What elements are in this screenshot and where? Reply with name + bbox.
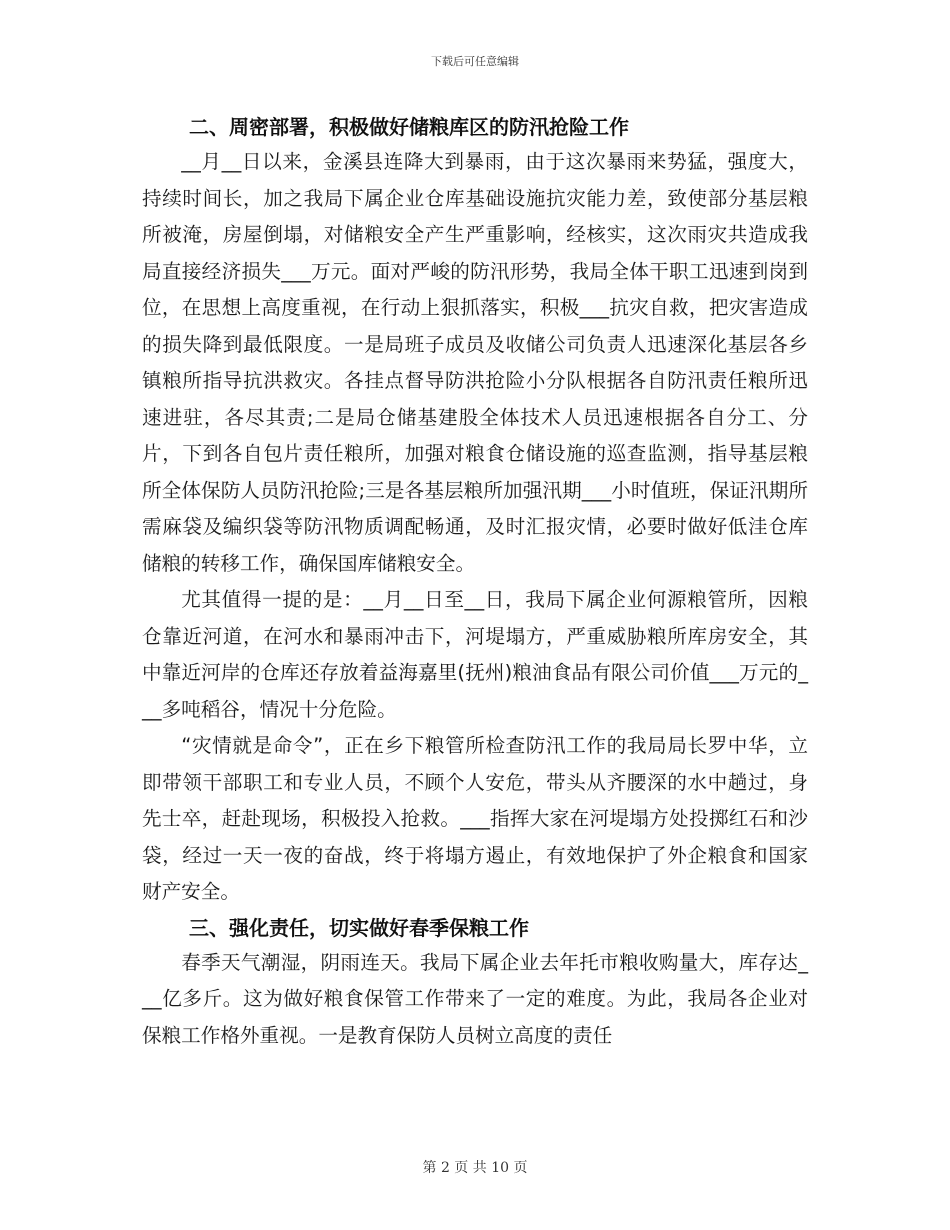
section-heading: 三、强化责任，切实做好春季保粮工作 (189, 915, 529, 940)
page-header: 下载后可任意编辑 (431, 55, 519, 68)
document-body (142, 110, 808, 1054)
paragraph: __月__日以来，金溪县连降大到暴雨，由于这次暴雨来势猛，强度大，持续时间长，加之我局下属企业仓库基础设施抗灾能力差，致使部分基层粮所被淹，房屋倒塌，对储粮安全产生严重影响，经核实，这次雨灾共造成我局直接经济损失___万元。面对严峻的防汛形势，我局全体干职工迅速到岗到位，在思想上高度重视，在行动上狠抓落实，积极___抗灾自救，把灾害造成的损失降到最低限度。一是局班子成员及收储公司负责人迅速深化基层各乡镇粮所指导抗洪救灾。各挂点督导防洪抢险小分队根据各自防汛责任粮所迅速进驻，各尽其责;二是局仓储基建股全体技术人员迅速根据各自分工、分片，下到各自包片责任粮所，加强对粮食仓储设施的巡查监测，指导基层粮所全体保防人员防汛抢险;三是各基层粮所加强汛期___小时值班，保证汛期所需麻袋及编织袋等防汛物质调配畅通，及时汇报灾情，必要时做好低洼仓库储粮的转移工作，确保国库储粮安全。 (142, 150, 808, 575)
paragraph: “灾情就是命令”，正在乡下粮管所检查防汛工作的我局局长罗中华，立即带领干部职工和专业人员，不顾个人安危，带头从齐腰深的水中趟过，身先士卒，赶赴现场，积极投入抢救。___指挥大家在河堤塌方处投掷红石和沙袋，经过一天一夜的奋战，终于将塌方遏止，有效地保护了外企粮食和国家财产安全。 (142, 734, 808, 903)
section-heading: 二、周密部署，积极做好储粮库区的防汛抢险工作 (189, 115, 629, 139)
paragraph: 春季天气潮湿，阴雨连天。我局下属企业去年托市粮收购量大，库存达___亿多斤。这为做好粮食保管工作带来了一定的难度。为此，我局各企业对保粮工作格外重视。一是教育保防人员树立高度的责任 (142, 950, 808, 1047)
page-footer: 第 2 页 共 10 页 (422, 1160, 528, 1176)
paragraph: 尤其值得一提的是：__月__日至__日，我局下属企业何源粮管所，因粮仓靠近河道，在河水和暴雨冲击下，河堤塌方，严重威胁粮所库房安全，其中靠近河岸的仓库还存放着益海嘉里(抚州)粮油食品有限公司价值___万元的___多吨稻谷，情况十分危险。 (142, 588, 808, 721)
